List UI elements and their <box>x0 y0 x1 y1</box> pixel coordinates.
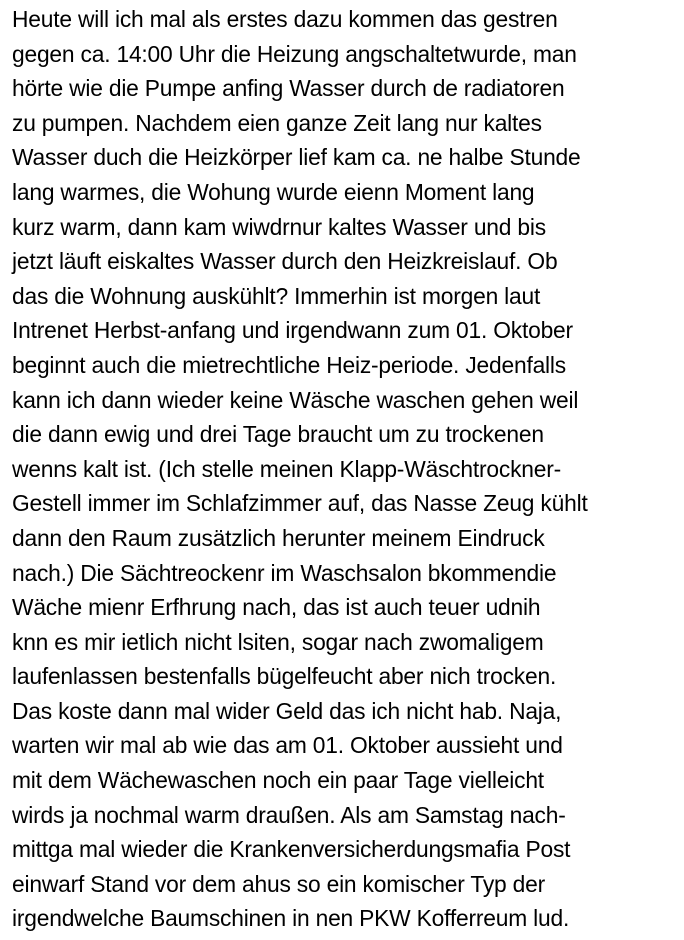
text-line: mittga mal wieder die Krankenversicherdungsmafia Post <box>12 836 571 863</box>
text-line: laufenlassen bestenfalls bügelfeucht aber nich trocken. <box>12 663 557 690</box>
text-line: mit dem Wächewaschen noch ein paar Tage vielleicht <box>12 767 544 794</box>
text-line: Gestell immer im Schlafzimmer auf, das Nasse Zeug kühlt <box>12 490 588 517</box>
text-line: warten wir mal ab wie das am 01. Oktober aussieht und <box>12 732 563 759</box>
text-line: zu pumpen. Nachdem eien ganze Zeit lang nur kaltes <box>12 109 542 136</box>
text-line: kurz warm, dann kam wiwdrnur kaltes Wasser und bis <box>12 213 546 240</box>
text-line: irgendwelche Baumschinen in nen PKW Kofferreum lud. <box>12 905 570 932</box>
text-line: Wasser duch die Heizkörper lief kam ca. ne halbe Stunde <box>12 144 581 171</box>
text-line: kann ich dann wieder keine Wäsche waschen gehen weil <box>12 386 579 413</box>
text-line: das die Wohnung auskühlt? Immerhin ist morgen laut <box>12 282 541 309</box>
text-line: dann den Raum zusätzlich herunter meinem Eindruck <box>12 524 545 551</box>
text-line: gegen ca. 14:00 Uhr die Heizung angschaltetwurde, man <box>12 40 577 67</box>
text-line: jetzt läuft eiskaltes Wasser durch den Heizkreislauf. Ob <box>12 248 558 275</box>
text-line: wirds ja nochmal warm draußen. Als am Samstag nach- <box>12 801 566 828</box>
text-line: einwarf Stand vor dem ahus so ein komischer Typ der <box>12 870 545 897</box>
text-line: Das koste dann mal wider Geld das ich nicht hab. Naja, <box>12 697 562 724</box>
text-line: lang warmes, die Wohung wurde eienn Moment lang <box>12 178 535 205</box>
text-line: die dann ewig und drei Tage braucht um zu trockenen <box>12 421 544 448</box>
text-line: knn es mir ietlich nicht lsiten, sogar nach zwomaligem <box>12 628 544 655</box>
text-line: Wäche mienr Erfhrung nach, das ist auch teuer udnih <box>12 594 541 621</box>
text-line: beginnt auch die mietrechtliche Heiz-periode. Jedenfalls <box>12 351 566 378</box>
text-line: Heute will ich mal als erstes dazu kommen das gestren <box>12 6 558 32</box>
text-line: wenns kalt ist. (Ich stelle meinen Klapp-Wäschtrockner- <box>12 455 562 482</box>
text-line: Intrenet Herbst-anfang und irgendwann zum 01. Oktober <box>12 317 573 344</box>
text-line: hörte wie die Pumpe anfing Wasser durch de radiatoren <box>12 75 565 102</box>
text-line: nach.) Die Sächtreockenr im Waschsalon bkommendie <box>12 559 557 586</box>
